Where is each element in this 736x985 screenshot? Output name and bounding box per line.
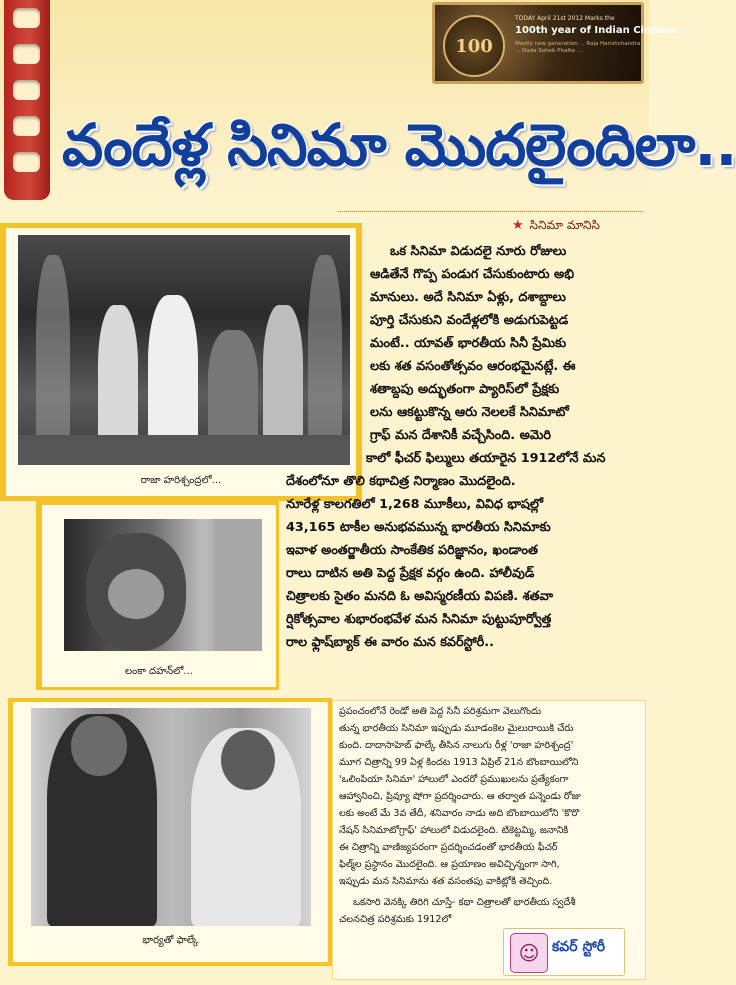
intro-line: లకు శత వసంతోత్సవం ఆరంభమైనట్లే. ఈ: [370, 359, 576, 374]
page-headline: వందేళ్ల సినిమా మొదలైందిలా..: [62, 111, 736, 179]
cover-story-badge: [503, 928, 625, 976]
intro-line: దేశంలోనూ తొలి కథాచిత్ర నిర్మాణం మొదలైంది.: [286, 474, 516, 489]
byline: [512, 218, 647, 238]
poster-blurb: Mostly new generation ... Raja Harishchandra ... Dada Saheb Phalke ...: [515, 41, 641, 54]
story-line: ఇప్పుడు మన సినిమాను శత వసంతపు వాకిట్లోకి తెచ్చింది.: [339, 876, 553, 887]
photo-caption: భార్యతో ఫాల్కే: [142, 935, 199, 946]
intro-line: ఇవాళ అంతర్జాతీయ సాంకేతిక పరిజ్ఞానం, ఖండాంత: [286, 543, 539, 558]
intro-line: రాల ఫ్లాష్‌బ్యాక్ ఈ వారం మన కవర్‌స్టోరీ..: [286, 635, 494, 650]
poster-dateline: TODAY April 21st 2012 Marks the: [515, 15, 615, 22]
intro-line: ఒక సినిమా విడుదలై నూరు రోజులు: [390, 244, 567, 259]
story-line: చలనచిత్ర పరిశ్రమకు 1912లో: [339, 914, 452, 925]
story-line: కుంది. దాదాసాహెబ్ ఫాల్కే తీసిన నాలుగు రీళ్ల 'రాజా హరిశ్చంద్ర': [339, 740, 574, 751]
photo-panel-raja-harishchandra: [6, 228, 356, 496]
intro-line: ఆడితేనే గొప్ప పండుగ చేసుకుంటారు అభి: [370, 267, 575, 282]
story-line: నేషన్ సినిమాటోగ్రాఫ్' హాలులో విడుదలైంది. టికెట్టమ్మి, జనానికి: [339, 825, 569, 836]
intro-paragraph: [286, 240, 648, 690]
intro-line: మానులు. అదే సినిమా ఏళ్లు, దశాబ్దాలు: [370, 290, 566, 305]
story-line: లకు అంటే మే 3వ తేదీ, శనివారం నాడు అది బొంబాయిలోని 'కొరొ: [339, 808, 580, 819]
intro-line: రాలు దాటిన అతి పెద్ద ప్రేక్షక వర్గం ఉంది. హాలీవుడ్: [286, 566, 535, 581]
story-line: ఈ చిత్రాన్ని వాణిజ్యపరంగా ప్రదర్శించడంతో భారతీయ ఫీచర్: [339, 842, 558, 853]
intro-line: ర్షికోత్సవాల శుభారంభవేళ మన సినిమా పుట్టుపూర్వోత్త: [286, 612, 552, 627]
intro-line: శతాబ్దపు అద్భుతంగా ప్యారిస్‌లో ప్రేక్షకు: [370, 382, 560, 397]
raja-harishchandra-still: [18, 235, 350, 465]
story-line: ఫిల్మ్‌ల ప్రస్థానం మొదలైంది. ఆ ప్రయాణం అవిచ్ఛిన్నంగా సాగి,: [339, 859, 560, 870]
centenary-poster: [432, 2, 687, 84]
photo-panel-phalke: [13, 702, 328, 962]
cover-story-label: కవర్ స్టోరీ: [552, 939, 605, 955]
intro-line: 43,165 టాకీల అనుభవమున్న భారతీయ సినిమాకు: [286, 520, 551, 535]
poster-title: 100th year of Indian Cinema...: [515, 25, 687, 36]
intro-line: నూరేళ్ల కాలగతిలో 1,268 మూకీలు, వివిధ భాషల్లో: [286, 497, 543, 512]
intro-line: మంటే.. యావత్ భారతీయ సినీ ప్రేమికు: [370, 336, 567, 351]
photo-caption: రాజా హరిశ్చంద్రలో...: [140, 475, 222, 486]
photo-caption: లంకా దహన్‌లో...: [125, 666, 193, 677]
intro-line: చిత్రాలకు సైతం మనది ఓ అవిస్మరణీయ విపణి. శతవా: [286, 589, 554, 604]
intro-line: కాలో ఫీచర్ ఫిల్ములు తయారైన 1912లోనే మన: [366, 451, 606, 466]
story-line: 'ఒలింపియా సినిమా' హాలులో ఎందరో ప్రముఖులను ప్రత్యేకంగా: [339, 774, 569, 785]
reading-woman-icon: ☺: [510, 933, 548, 973]
story-line: ఆహ్వానించి, ప్రివ్యూ షోగా ప్రదర్శించారు. ఆ తర్వాత పన్నెండు రోజు: [339, 791, 581, 802]
film-strip-decoration: [4, 0, 50, 200]
photo-panel-lanka-dahan: [42, 505, 276, 687]
intro-line: గ్రాఫ్ మన దేశానికీ వచ్చేసింది. అమెరి: [370, 428, 551, 443]
centenary-emblem: 100: [443, 15, 505, 77]
story-line: ప్రపంచంలోనే రెండో అతి పెద్ద సినీ పరిశ్రమగా వెలుగొందు: [339, 706, 542, 717]
intro-line: పూర్తి చేసుకుని వందేళ్లలోకి అడుగుపెట్టడ: [370, 313, 569, 328]
story-line: మూగ చిత్రాన్ని 99 ఏళ్ల కిందట 1913 ఏప్రిల్ 21న బొంబాయిలోని: [339, 757, 579, 768]
byline-divider: [338, 211, 643, 212]
story-line: ఒకసారి వెనక్కి తిరిగి చూస్తే- కథా చిత్రాలతో భారతీయ స్వదేశీ: [353, 897, 576, 908]
byline-author: సినిమా మానిసి: [529, 218, 600, 232]
phalke-with-wife-photo: [31, 708, 311, 926]
intro-line: లను ఆకట్టుకొన్న ఆరు నెలలకే సినిమాటో: [370, 405, 569, 420]
star-icon: ★: [512, 218, 524, 233]
story-line: తున్న భారతీయ సినిమా ఇప్పుడు మూడంకెల మైలురాయికి చేరు: [339, 723, 574, 734]
lanka-dahan-still: [64, 519, 262, 651]
